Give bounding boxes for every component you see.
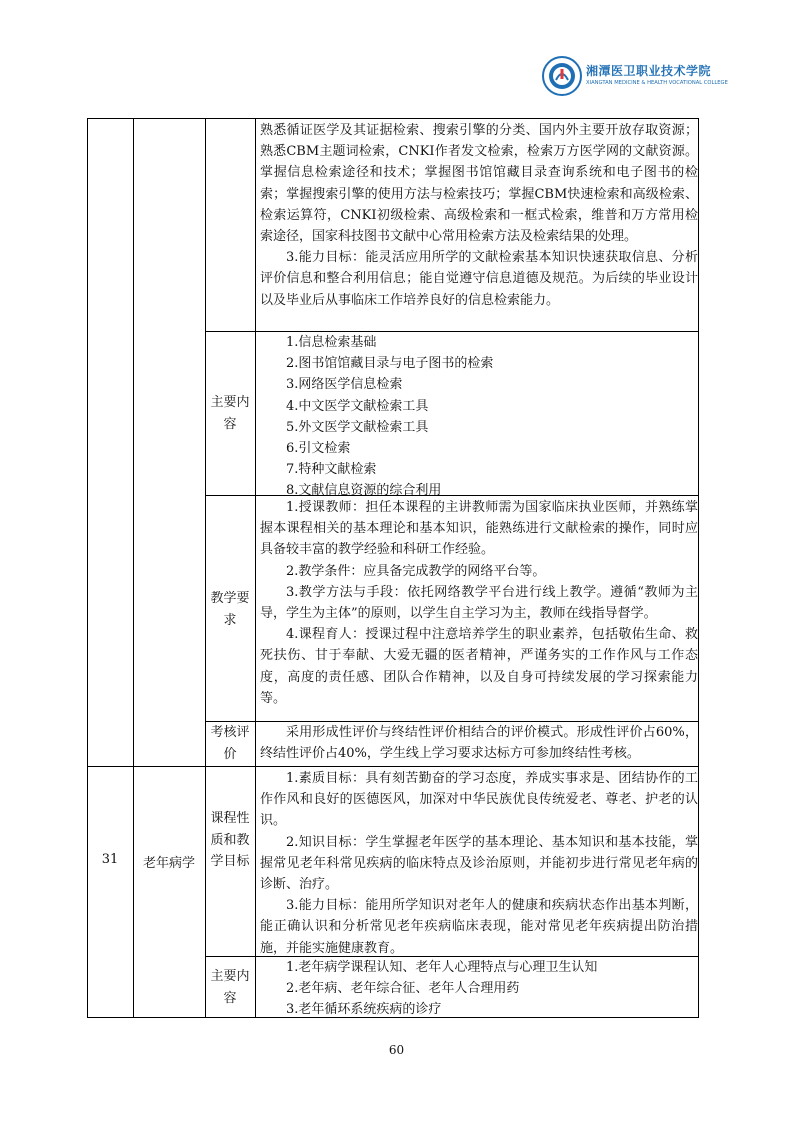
list-item: 3.老年循环系统疾病的诊疗 [286,1002,442,1018]
page-number: 60 [388,1043,405,1057]
list-item: 2.图书馆馆藏目录与电子图书的检索 [286,356,494,372]
label-main-content: 主要内容 [210,395,250,432]
requirement-item: 2.教学条件：应具备完成教学的网络平台等。 [286,563,546,579]
list-item: 1.老年病学课程认知、老年人心理特点与心理卫生认知 [286,960,598,975]
list-item: 3.网络医学信息检索 [286,377,403,393]
list-item: 7.特种文献检索 [286,462,377,478]
requirement-item: 1.授课教师：担任本课程的主讲教师需为国家临床执业医师，并熟练掌握本课程相关的基本理论和基本知识，能熟练进行文献检索的操作，同时应具备较丰富的教学经验和科研工作经验。 [260,500,698,558]
objective-item: 1.素质目标：具有刻苦勤奋的学习态度，养成实事求是、团结协作的工作作风和良好的医德医风，加深对中华民族优良传统爱老、尊老、护老的认识。 [260,771,698,829]
label-main-content-31: 主要内容 [210,969,250,1006]
list-item: 6.引文检索 [286,441,351,457]
list-item: 5.外文医学文献检索工具 [286,419,429,435]
requirement-item: 3.教学方法与手段：依托网络教学平台进行线上教学。遵循“教师为主导，学生为主体”的原则，以学生自主学习为主，教师在线指导督学。 [260,584,698,622]
teaching-requirements [260,497,698,709]
objectives-ability: 3.能力目标：能灵活应用所学的文献检索基本知识快速获取信息、分析评价信息和整合利用信息；能自觉遵守信息道德及规范。为后续的毕业设计以及毕业后从事临床工作培养良好的信息检索能力。 [260,250,698,308]
list-item: 4.中文医学文献检索工具 [286,398,429,414]
college-logo [542,56,728,100]
main-content-list-31 [260,957,698,1021]
objective-item: 3.能力目标：能用所学知识对老年人的健康和疾病状态作出基本判断，能正确认识和分析常见老年疾病临床表现，能对常见老年疾病提出防治措施，并能实施健康教育。 [260,898,698,956]
label-evaluation: 考核评价 [210,725,250,762]
objective-item: 2.知识目标：学生掌握老年医学的基本理论、基本知识和基本技能，掌握常见老年科常见疾病的临床特点及诊治原则，并能初步进行常见老年病的诊断、治疗。 [260,834,698,893]
evaluation-text: 采用形成性评价与终结性评价相结合的评价模式。形成性评价占60%，终结性评价占40%，学生线上学习要求达标方可参加终结性考核。 [260,725,698,762]
list-item: 8.文献信息资源的综合利用 [286,483,442,499]
course-objectives [260,768,698,959]
course-name: 老年病学 [142,856,195,871]
logo-english-name: XIANGTAN MEDICINE & HEALTH VOCATIONAL COLLEGE [586,80,728,86]
logo-chinese-name: 湘潭医卫职业技术学院 [586,64,712,78]
main-content-list [260,332,698,502]
requirement-item: 4.课程育人：授课过程中注意培养学生的职业素养，包括敬佑生命、救死扶伤、甘于奉献、大爱无疆的医者精神，严谨务实的工作作风与工作态度，高度的责任感、团队合作精神，以及自身可持续发展的学习探索能力等。 [260,627,698,706]
course-number: 31 [101,852,119,867]
college-seal-icon [542,56,582,96]
list-item: 2.老年病、老年综合征、老年人合理用药 [286,981,520,997]
objectives-knowledge-cont: 熟悉循证医学及其证据检索、搜索引擎的分类、国内外主要开放存取资源；熟悉CBM主题词检索，CNKI作者发文检索，检索万方医学网的文献资源。掌握信息检索途径和技术；掌握图书馆馆藏目录查询系统和电子图书的检索；掌握搜索引擎的使用方法与检索技巧；掌握CBM快速检索和高级检索、检索运算符，CNKI初级检索、高级检索和一框式检索，维普和万方常用检索途径，国家科技图书文献中心常用检索方法及检索结果的处理。 [260,123,698,245]
objectives-continued [260,120,698,311]
label-course-nature-objectives: 课程性质和教学目标 [210,811,250,869]
list-item: 1.信息检索基础 [286,335,377,350]
label-teaching-requirements: 教学要求 [210,591,250,628]
